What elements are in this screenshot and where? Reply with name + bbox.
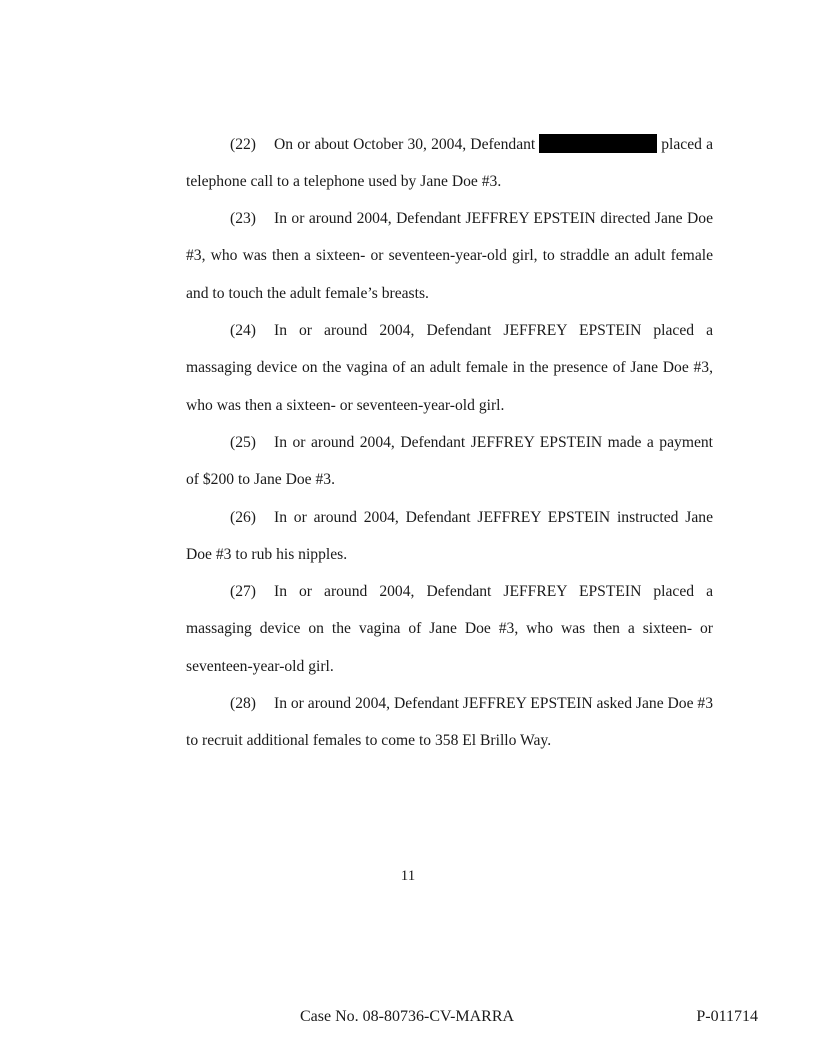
paragraph-text: In or around 2004, Defendant JEFFREY EPSTEIN placed a massaging device on the vagina of Jane Doe #3, who was then a sixteen- or seventeen-year-old girl. bbox=[186, 583, 713, 675]
paragraph-number: (24) bbox=[230, 322, 256, 339]
paragraph-text-before-redaction: On or about October 30, 2004, Defendant bbox=[274, 136, 536, 153]
paragraph-text: In or around 2004, Defendant JEFFREY EPSTEIN instructed Jane Doe #3 to rub his nipples. bbox=[186, 509, 713, 564]
paragraph-23 bbox=[186, 200, 713, 312]
paragraph-26 bbox=[186, 499, 713, 574]
paragraph-25 bbox=[186, 424, 713, 499]
paragraph-number: (22) bbox=[230, 136, 256, 153]
paragraph-27 bbox=[186, 573, 713, 685]
footer-bates-number: P-011714 bbox=[696, 1008, 758, 1025]
paragraph-text: In or around 2004, Defendant JEFFREY EPSTEIN placed a massaging device on the vagina of an adult female in the presence of Jane Doe #3, who was then a sixteen- or seventeen-year-old girl. bbox=[186, 322, 713, 414]
paragraph-text-after-redaction: placed a telephone call to a telephone used by Jane Doe #3. bbox=[186, 136, 713, 191]
paragraph-text: In or around 2004, Defendant JEFFREY EPSTEIN directed Jane Doe #3, who was then a sixteen- or seventeen-year-old girl, to straddle an adult female and to touch the adult female’s breasts. bbox=[186, 210, 713, 302]
paragraph-number: (25) bbox=[230, 434, 256, 451]
paragraph-number: (27) bbox=[230, 583, 256, 600]
footer-case-number: Case No. 08-80736-CV-MARRA bbox=[300, 1008, 515, 1025]
paragraph-22 bbox=[186, 126, 713, 201]
page-number: 11 bbox=[400, 868, 416, 884]
paragraph-number: (28) bbox=[230, 695, 256, 712]
paragraph-28 bbox=[186, 685, 713, 760]
paragraph-number: (26) bbox=[230, 509, 256, 526]
paragraph-24 bbox=[186, 312, 713, 424]
paragraph-text: In or around 2004, Defendant JEFFREY EPSTEIN made a payment of $200 to Jane Doe #3. bbox=[186, 434, 713, 489]
paragraph-text: In or around 2004, Defendant JEFFREY EPSTEIN asked Jane Doe #3 to recruit additional females to come to 358 El Brillo Way. bbox=[186, 695, 714, 750]
paragraph-number: (23) bbox=[230, 210, 256, 227]
redaction-block bbox=[539, 134, 657, 153]
